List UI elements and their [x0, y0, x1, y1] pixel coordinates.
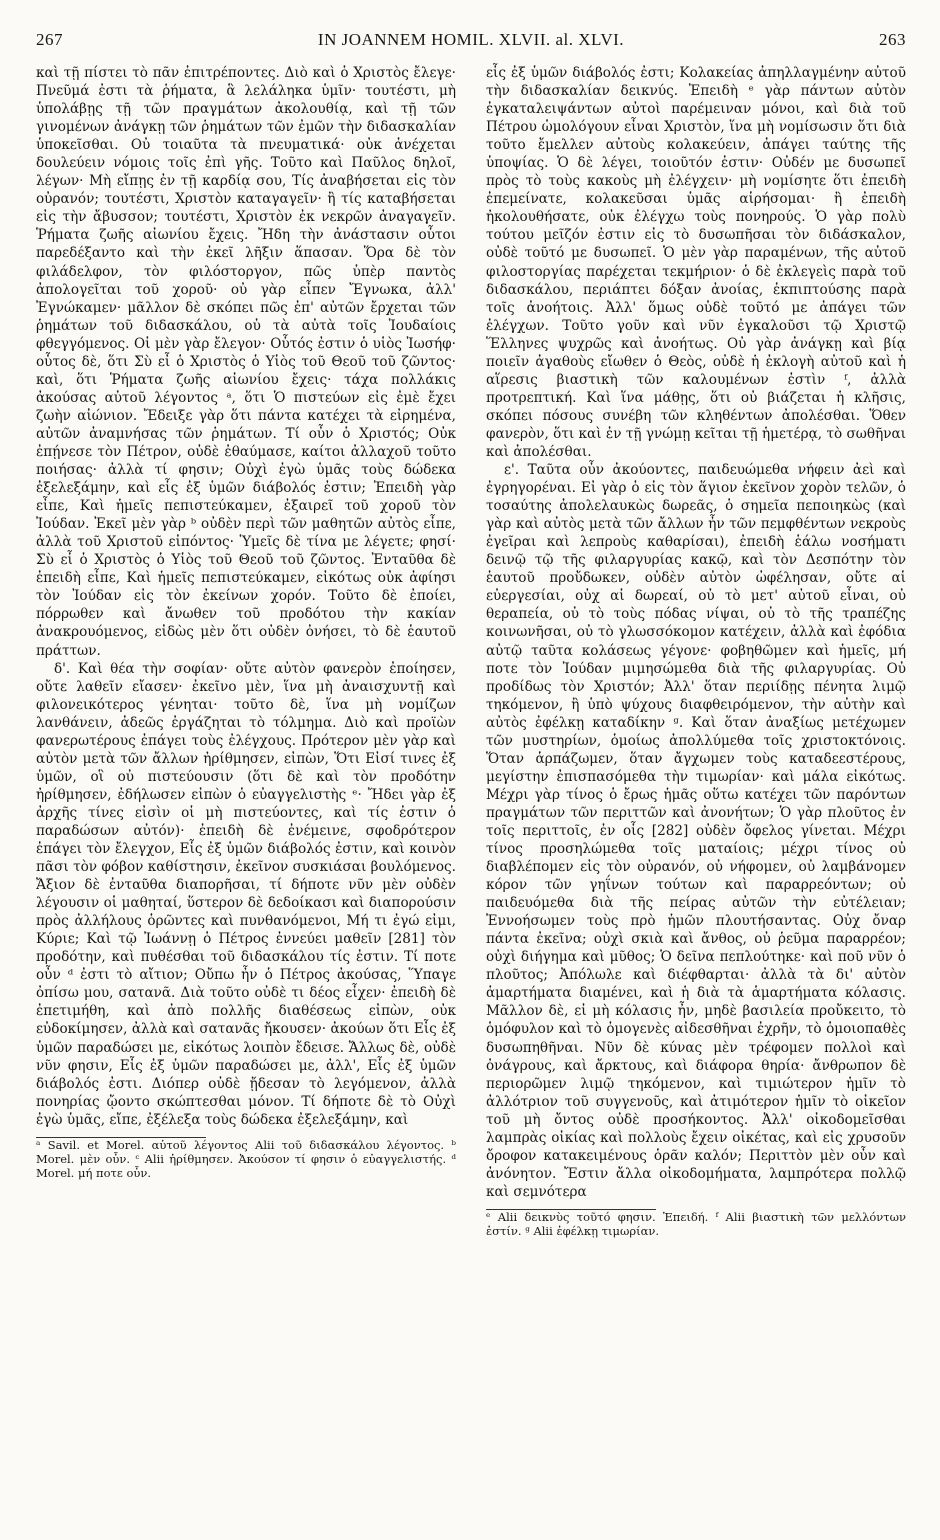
- right-paragraph-2: ε'. Ταῦτα οὖν ἀκούοντες, παιδευώμεθα νήφειν ἀεὶ καὶ ἐγρηγορέναι. Εἰ γὰρ ὁ εἰς τὸν ἅγιον ἐκεῖνον χορὸν τελῶν, ὁ τοσαύτης ἀπολελαυκὼς δωρεᾶς, ὁ σημεῖα πεποιηκὼς (καὶ γὰρ καὶ αὐτὸς μετὰ τῶν ἄλλων ἦν τῶν πεμφθέντων νεκροὺς ἐγεῖραι καὶ λεπροὺς καθαρίσαι), ἐπειδὴ ἑάλω νοσήματι δεινῷ τῷ τῆς φιλαργυρίας κακῷ, καὶ τὸν Δεσπότην τὸν ἑαυτοῦ προὔδωκεν, οὐδὲν αὐτὸν ὠφέλησαν, οὔτε αἱ εὐεργεσίαι, οὐχ αἱ δωρεαί, οὐ τὸ μετ' αὐτοῦ εἶναι, οὐ θεραπεία, οὐ τὸ τοὺς πόδας νίψαι, οὐ τὸ τῆς τραπέζης κοινωνῆσαι, οὐ τὸ γλωσσόκομον κατέχειν, ἀλλὰ καὶ ἐφόδια αὐτῷ ταῦτα κολάσεως γέγονε· φοβηθῶμεν καὶ ἡμεῖς, μή ποτε τὸν Ἰούδαν μιμησώμεθα διὰ τῆς φιλαργυρίας. Οὐ προδίδως τὸν Χριστόν; Ἀλλ' ὅταν περιίδῃς πένητα λιμῷ τηκόμενον, ἢ ὑπὸ ψύχους διαφθειρόμενον, τὴν αὐτὴν καὶ αὐτὸς ἐφέλκῃ καταδίκην ᵍ. Καὶ ὅταν ἀναξίως μετέχωμεν τῶν μυστηρίων, ὁμοίως ἀπολλύμεθα τοῖς χριστοκτόνοις. Ὅταν ἁρπάζωμεν, ὅταν ἄγχωμεν τοὺς καταδεεστέρους, μεγίστην ἐπισπασόμεθα τὴν τιμωρίαν· καὶ μάλα εἰκότως. Μέχρι γὰρ τίνος ὁ ἔρως ἡμᾶς οὕτω κατέχει τῶν παρόντων πραγμάτων τῶν περιττῶν καὶ ἀνονήτων; Ὁ γὰρ πλοῦτος ἐν τοῖς περιττοῖς, ἐν οἷς [282] οὐδὲν ὄφελος γίνεται. Μέχρι τίνος προσηλώμεθα τοῖς ματαίοις; μέχρι τίνος οὐ διαβλέπομεν εἰς τὸν οὐρανόν, οὐ νήφομεν, οὐ λαμβάνομεν κόρον τῶν γηΐνων τούτων καὶ παραρρεόντων; οὐ παιδευόμεθα διὰ τῆς πείρας αὐτῶν τὴν εὐτέλειαν; Ἐννοήσωμεν τοὺς πρὸ ἡμῶν πλουτήσαντας. Οὐχ ὄναρ πάντα ἐκεῖνα; οὐχὶ σκιὰ καὶ ἄνθος, οὐ ῥεῦμα παραρρέον; οὐχὶ διήγημα καὶ μῦθος; Ὁ δεῖνα πεπλούτηκε· καὶ ποῦ νῦν ὁ πλοῦτος; Ἀπόλωλε καὶ διέφθαρται· ἀλλὰ τὰ δι' αὐτὸν ἁμαρτήματα διαμένει, καὶ ἡ διὰ τὰ ἁμαρτήματα κόλασις. Μᾶλλον δὲ, εἰ μὴ κόλασις ἦν, μηδὲ βασιλεία προὔκειτο, τὸ ὁμόφυλον καὶ τὸ ὁμογενὲς αἰδεσθῆναι ἐχρῆν, τὸ ὁμοιοπαθὲς δυσωπηθῆναι. Νῦν δὲ κύνας μὲν τρέφομεν πολλοὶ καὶ ὀνάγρους, καὶ ἄρκτους, καὶ διάφορα θηρία· ἄνθρωπον δὲ περιορῶμεν λιμῷ τηκόμενον, καὶ τιμιώτερον ἡμῖν τὸ ἀλλότριον τοῦ συγγενοῦς, καὶ ἀτιμότερον ἡμῖν τὸ οἰκεῖον τοῦ μὴ ὄντος οὐδὲ προσήκοντος. Ἀλλ' οἰκοδομεῖσθαι λαμπρὰς οἰκίας καὶ πολλοὺς ἔχειν οἰκέτας, καὶ εἰς χρυσοῦν ὄροφον κατακειμένους ὁρᾶν καλόν; Περιττὸν μὲν οὖν καὶ ἀνόνητον. Ἔστιν ἄλλα οἰκοδομήματα, λαμπρότερα πολλῷ καὶ σεμνότερα: [486, 462, 906, 1200]
- left-paragraph-2: δ'. Καὶ θέα τὴν σοφίαν· οὔτε αὐτὸν φανερὸν ἐποίησεν, οὔτε λαθεῖν εἴασεν· ἐκεῖνο μὲν, ἵνα μὴ ἀναισχυντῇ καὶ φιλονεικότερος γένηται· τοῦτο δὲ, ἵνα μὴ νομίζων λανθάνειν, ἀδεῶς ἐργάζηται τὸ τόλμημα. Διὸ καὶ προϊὼν φανερωτέρους ἐπάγει τοὺς ἐλέγχους. Πρότερον μὲν γὰρ καὶ αὐτὸν μετὰ τῶν ἄλλων ἠρίθμησεν, εἰπὼν, Ὅτι Εἰσί τινες ἐξ ὑμῶν, οἳ οὐ πιστεύουσιν (ὅτι δὲ καὶ τὸν προδότην ἠρίθμησεν, ἐδήλωσεν εἰπὼν ὁ εὐαγγελιστὴς ᵉ· Ἤδει γὰρ ἐξ ἀρχῆς τίνες εἰσὶν οἱ μὴ πιστεύοντες, καὶ τίς ἐστιν ὁ παραδώσων αὐτόν)· ἐπειδὴ δὲ ἐνέμεινε, σφοδρότερον ἐπάγει τὸν ἔλεγχον, Εἷς ἐξ ὑμῶν διάβολός ἐστιν, καὶ κοινὸν πᾶσι τὸν φόβον καθίστησιν, ἐκεῖνον συσκιάσαι βουλόμενος. Ἄξιον δὲ ἐνταῦθα διαπορῆσαι, τί δήποτε νῦν μὲν οὐδὲν λέγουσιν οἱ μαθηταί, ὕστερον δὲ δεδοίκασι καὶ διαπορούσιν πρὸς ἀλλήλους ὁρῶντες καὶ πυνθανόμενοι, Μή τι ἐγώ εἰμι, Κύριε; Καὶ τῷ Ἰωάννῃ ὁ Πέτρος ἐννεύει μαθεῖν [281] τὸν προδότην, καὶ πυθέσθαι τοῦ διδασκάλου τίς ἐστιν. Τί ποτε οὖν ᵈ ἐστι τὸ αἴτιον; Οὔπω ἦν ὁ Πέτρος ἀκούσας, Ὕπαγε ὀπίσω μου, σατανᾶ. Διὰ τοῦτο οὐδὲ τι δέος εἶχεν· ἐπειδὴ δὲ ἐπετιμήθη, καὶ ἀπὸ πολλῆς διαθέσεως εἰπὼν, οὐκ εὐδοκίμησεν, ἀλλὰ καὶ σατανᾶς ἤκουσεν· ἀκούων ὅτι Εἷς ἐξ ὑμῶν παραδώσει με, εἰκότως λοιπὸν ἔδεισε. Ἄλλως δὲ, οὐδὲ νῦν φησιν, Εἷς ἐξ ὑμῶν παραδώσει με, ἀλλ', Εἷς ἐξ ὑμῶν διάβολός ἐστι. Διόπερ οὐδὲ ᾔδεσαν τὸ λεγόμενον, ἀλλὰ πονηρίας ᾤοντο σκώπτεσθαι μόνον. Τί δήποτε δὲ τὸ Οὐχὶ ἐγὼ ὑμᾶς, εἴπε, ἐξέλεξα τοὺς δώδεκα ἐξελεξάμην, καὶ: [36, 660, 456, 1128]
- right-page-number: 263: [878, 30, 906, 49]
- left-page-number: 267: [36, 30, 63, 49]
- left-paragraph-1: καὶ τῇ πίστει τὸ πᾶν ἐπιτρέποντες. Διὸ καὶ ὁ Χριστὸς ἔλεγε· Πνεῦμά ἐστι τὰ ῥήματα, ἃ λελάληκα ὑμῖν· τουτέστι, μὴ ὑπολάβῃς τῇ τῶν πραγμάτων ἀκολουθίᾳ, καὶ τῇ τῶν γινομένων ἀνάγκῃ τῶν ῥημάτων τῶν ἐμῶν τὴν διδασκαλίαν ὑποκεῖσθαι. Οὐ τοιαῦτα τὰ πνευματικά· οὐκ ἀνέχεται δουλεύειν νόμοις τοῖς ἐπὶ γῆς. Τοῦτο καὶ Παῦλος δηλοῖ, λέγων· Μὴ εἴπῃς ἐν τῇ καρδίᾳ σου, Τίς ἀναβήσεται εἰς τὸν οὐρανόν; τουτέστι, Χριστὸν καταγαγεῖν· ἢ τίς καταβήσεται εἰς τὴν ἄβυσσον; τουτέστι, Χριστὸν ἐκ νεκρῶν ἀναγαγεῖν. Ῥήματα ζωῆς αἰωνίου ἔχεις. Ἤδη τὴν ἀνάστασιν οὗτοι παρεδέξαντο καὶ τὴν ἐκεῖ λῆξιν ἅπασαν. Ὅρα δὲ τὸν φιλάδελφον, τὸν φιλόστοργον, πῶς ὑπὲρ παντὸς ἀπολογεῖται τοῦ χοροῦ· οὐ γὰρ εἶπεν Ἔγνωκα, ἀλλ' Ἐγνώκαμεν· μᾶλλον δὲ σκόπει πῶς ἐπ' αὐτῶν ἔρχεται τῶν ῥημάτων τοῦ διδασκάλου, οὐ τὰ αὐτὰ τοῖς Ἰουδαίοις φθεγγόμενος. Οἱ μὲν γὰρ ἔλεγον· Οὗτός ἐστιν ὁ υἱὸς Ἰωσήφ· οὗτος δὲ, ὅτι Σὺ εἶ ὁ Χριστὸς ὁ Υἱὸς τοῦ Θεοῦ τοῦ ζῶντος· καὶ, ὅτι Ῥήματα ζωῆς αἰωνίου ἔχεις· τάχα πολλάκις ἀκούσας αὐτοῦ λέγοντος ᵃ, ὅτι Ὁ πιστεύων εἰς ἐμὲ ἔχει ζωὴν αἰώνιον. Ἔδειξε γὰρ ὅτι πάντα κατέχει τὰ εἰρημένα, αὐτῶν ἀναμνήσας τῶν ῥημάτων. Τί οὖν ὁ Χριστός; Οὐκ ἐπῄνεσε τὸν Πέτρον, οὐδὲ ἐθαύμασε, καίτοι ἀλλαχοῦ τοῦτο ποιήσας· ἀλλὰ τί φησιν; Οὐχὶ ἐγὼ ὑμᾶς τοὺς δώδεκα ἐξελεξάμην, καὶ εἷς ἐξ ὑμῶν διάβολός ἐστιν; Ἐπειδὴ γὰρ εἶπε, Καὶ ἡμεῖς πεπιστεύκαμεν, ἐξαιρεῖ τοῦ χοροῦ τὸν Ἰούδαν. Ἐκεῖ μὲν γὰρ ᵇ οὐδὲν περὶ τῶν μαθητῶν αὐτὸς εἶπε, ἀλλὰ τοῦ Χριστοῦ εἰπόντος· Ὑμεῖς δὲ τίνα με λέγετε; φησί· Σὺ εἶ ὁ Χριστὸς ὁ Υἱὸς τοῦ Θεοῦ τοῦ ζῶντος. Ἐνταῦθα δὲ ἐπειδὴ εἶπε, Καὶ ἡμεῖς πεπιστεύκαμεν, εἰκότως οὐκ ἀφίησι τὸν Ἰούδαν εἰς τὸν ἐκείνων χορόν. Τοῦτο δὲ ἐποίει, πόρρωθεν καὶ ἄνωθεν τοῦ προδότου τὴν κακίαν ἀνακρουόμενος, εἰδὼς μὲν ὅτι οὐδὲν ὀνήσει, τὸ δὲ ἑαυτοῦ πράττων.: [36, 65, 456, 659]
- right-paragraph-1: εἷς ἐξ ὑμῶν διάβολός ἐστι; Κολακείας ἀπηλλαγμένην αὐτοῦ τὴν διδασκαλίαν δεικνύς. Ἐπειδὴ ᵉ γὰρ πάντων αὐτὸν ἐγκαταλειψάντων αὐτοὶ παρέμειναν μόνοι, καὶ διὰ τοῦ Πέτρου ὡμολόγουν εἶναι Χριστὸν, ἵνα μὴ νομίσωσιν ὅτι διὰ τοῦτο ἔμελλεν αὐτοὺς κολακεύειν, ἀπάγει ταύτης τῆς ὑποψίας. Ὁ δὲ λέγει, τοιοῦτόν ἐστιν· Οὐδέν με δυσωπεῖ πρὸς τὸ τοὺς κακοὺς μὴ ἐλέγχειν· μὴ νομίσητε ὅτι ἐπειδὴ ἐπεμείνατε, κολακεῦσαι ὑμᾶς αἱρήσομαι· ἢ ἐπειδὴ ἠκολουθήσατε, οὐκ ἐλέγχω τοὺς πονηρούς. Ὁ γὰρ πολὺ τούτου μεῖζόν ἐστιν εἰς τὸ δυσωπῆσαι τὸν διδάσκαλον, οὐδὲ τοῦτό με δυσωπεῖ. Ὁ μὲν γὰρ παραμένων, τῆς αὐτοῦ φιλοστοργίας παρέχεται τεκμήριον· ὁ δὲ ἐκλεγεὶς παρὰ τοῦ διδασκάλου, περιάπτει δόξαν ἀνοίας, ἐκπιπτούσης παρὰ τοῖς ἀνοήτοις. Ἀλλ' ὅμως οὐδὲ τοῦτό με ἀπάγει τῶν ἐλέγχων. Τοῦτο γοῦν καὶ νῦν ἐγκαλοῦσι τῷ Χριστῷ Ἕλληνες ψυχρῶς καὶ ἀνοήτως. Οὐ γὰρ ἀνάγκῃ καὶ βίᾳ ποιεῖν ἀγαθοὺς εἴωθεν ὁ Θεὸς, οὐδὲ ἡ ἐκλογὴ αὐτοῦ καὶ ἡ αἵρεσις βιαστικὴ τῶν καλουμένων ἐστὶν ᶠ, ἀλλὰ προτρεπτική. Καὶ ἵνα μάθῃς, ὅτι οὐ βιάζεται ἡ κλῆσις, σκόπει πόσους συνέβη τῶν κληθέντων ἀπολέσθαι. Ὅθεν φανερὸν, ὅτι καὶ ἐν τῇ γνώμῃ κεῖται τῇ ἡμετέρᾳ, τὸ σωθῆναι καὶ ἀπολέσθαι.: [486, 65, 906, 460]
- running-header: [36, 30, 906, 56]
- left-column: [36, 64, 456, 1238]
- two-column-text: [36, 64, 906, 1238]
- right-column: [486, 64, 906, 1238]
- left-footnotes: ᵃ Savil. et Morel. αὐτοῦ λέγοντος Alii τοῦ διδασκάλου λέγοντος. ᵇ Morel. μὲν οὖν. ᶜ Alii ἠρίθμησεν. Ἀκούσον τί φησιν ὁ εὐαγγελιστής. ᵈ Morel. μή ποτε οὖν.: [36, 1137, 456, 1180]
- right-footnotes: ᵉ Alii δεικνὺς τοῦτό φησιν. Ἐπειδή. ᶠ Alii βιαστικὴ τῶν μελλόντων ἐστίν. ᵍ Alii ἐφέλκῃ τιμωρίαν.: [486, 1209, 906, 1238]
- running-title: IN JOANNEM HOMIL. XLVII. al. XLVI.: [317, 30, 625, 49]
